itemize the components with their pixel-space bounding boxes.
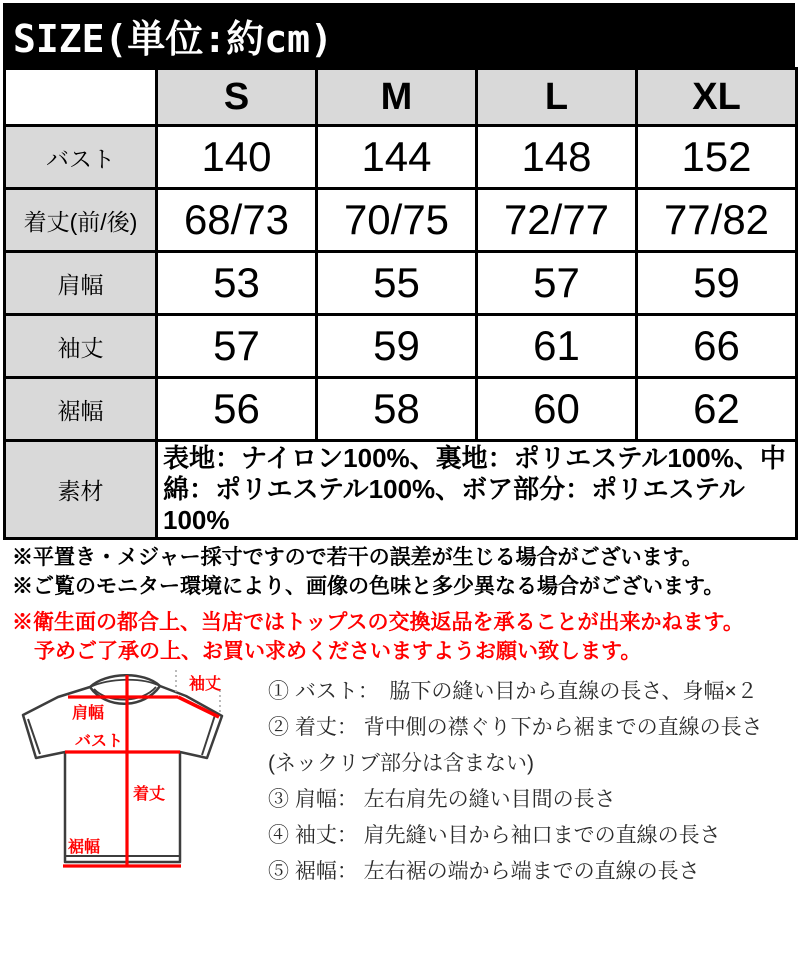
sleeve-length-label: 袖丈 <box>189 676 222 693</box>
size-value-cell: 77/82 <box>637 189 797 252</box>
notes-red <box>12 608 792 666</box>
size-value-cell: 144 <box>317 126 477 189</box>
table-row-shoulder <box>5 252 797 315</box>
table-row-sleeve <box>5 315 797 378</box>
page-title: SIZE(単位:約cm) <box>13 16 333 61</box>
note-no-returns-2: 予めご了承の上、お買い求めくださいますようお願い致します。 <box>34 640 642 663</box>
size-value-cell: 62 <box>637 378 797 441</box>
size-value-cell: 58 <box>317 378 477 441</box>
row-label-cell: 肩幅 <box>5 252 157 315</box>
size-table-body <box>5 126 797 539</box>
size-value-cell: 148 <box>477 126 637 189</box>
size-value-cell: 53 <box>157 252 317 315</box>
explanation-sleeve: ④ 袖丈： 肩先縫い目から袖口までの直線の長さ <box>268 824 721 847</box>
size-value-cell: 70/75 <box>317 189 477 252</box>
notes-black <box>12 543 792 601</box>
table-row-material <box>5 441 797 539</box>
row-label-cell: 素材 <box>5 441 157 539</box>
size-value-cell: 59 <box>637 252 797 315</box>
explanation-hem: ⑤ 裾幅： 左右裾の端から端までの直線の長さ <box>268 860 700 883</box>
shoulder-width-label: 肩幅 <box>72 705 105 722</box>
explanation-length: ② 着丈： 背中側の襟ぐり下から裾までの直線の長さ <box>268 716 763 739</box>
size-value-cell: 66 <box>637 315 797 378</box>
size-value-cell: 140 <box>157 126 317 189</box>
note-monitor-color: ※ご覧のモニター環境により、画像の色味と多少異なる場合がございます。 <box>12 575 725 598</box>
size-table-header <box>5 69 797 126</box>
row-label-cell: バスト <box>5 126 157 189</box>
size-value-cell: 68/73 <box>157 189 317 252</box>
corner-cell <box>5 69 157 126</box>
size-value-cell: 72/77 <box>477 189 637 252</box>
tshirt-diagram-svg <box>10 666 260 891</box>
table-row-hem <box>5 378 797 441</box>
size-value-cell: 61 <box>477 315 637 378</box>
table-row-bust <box>5 126 797 189</box>
size-value-cell: 59 <box>317 315 477 378</box>
explanation-bust: ① バスト： 脇下の縫い目から直線の長さ、身幅×２ <box>268 680 758 703</box>
column-header-l: L <box>477 69 637 126</box>
note-no-returns: ※衛生面の都合上、当店ではトップスの交換返品を承ることが出来かねます。 <box>12 611 744 634</box>
measurement-explanations <box>268 674 796 890</box>
column-header-s: S <box>157 69 317 126</box>
explanation-length-note: (ネックリブ部分は含まない) <box>268 752 534 775</box>
row-label-cell: 着丈(前/後) <box>5 189 157 252</box>
row-label-cell: 裾幅 <box>5 378 157 441</box>
column-header-xl: XL <box>637 69 797 126</box>
body-length-label: 着丈 <box>133 786 166 803</box>
size-value-cell: 56 <box>157 378 317 441</box>
size-value-cell: 57 <box>477 252 637 315</box>
tshirt-measurement-diagram <box>10 666 260 891</box>
size-value-cell: 55 <box>317 252 477 315</box>
size-chart-title-bar <box>3 3 795 67</box>
column-header-m: M <box>317 69 477 126</box>
size-value-cell: 60 <box>477 378 637 441</box>
table-header-row <box>5 69 797 126</box>
row-label-cell: 袖丈 <box>5 315 157 378</box>
table-row-length <box>5 189 797 252</box>
size-table <box>3 67 798 540</box>
size-value-cell: 152 <box>637 126 797 189</box>
hem-width-label: 裾幅 <box>68 839 101 856</box>
note-measurement-tolerance: ※平置き・メジャー採寸ですので若干の誤差が生じる場合がございます。 <box>12 546 703 569</box>
notes-section <box>12 543 792 666</box>
size-value-cell: 57 <box>157 315 317 378</box>
bust-label: バスト <box>75 733 124 750</box>
explanation-shoulder: ③ 肩幅： 左右肩先の縫い目間の長さ <box>268 788 616 811</box>
material-text-cell: 表地：ナイロン100%、裏地：ポリエステル100%、中綿：ポリエステル100%、ボア部分：ポリエステル100% <box>157 441 797 539</box>
